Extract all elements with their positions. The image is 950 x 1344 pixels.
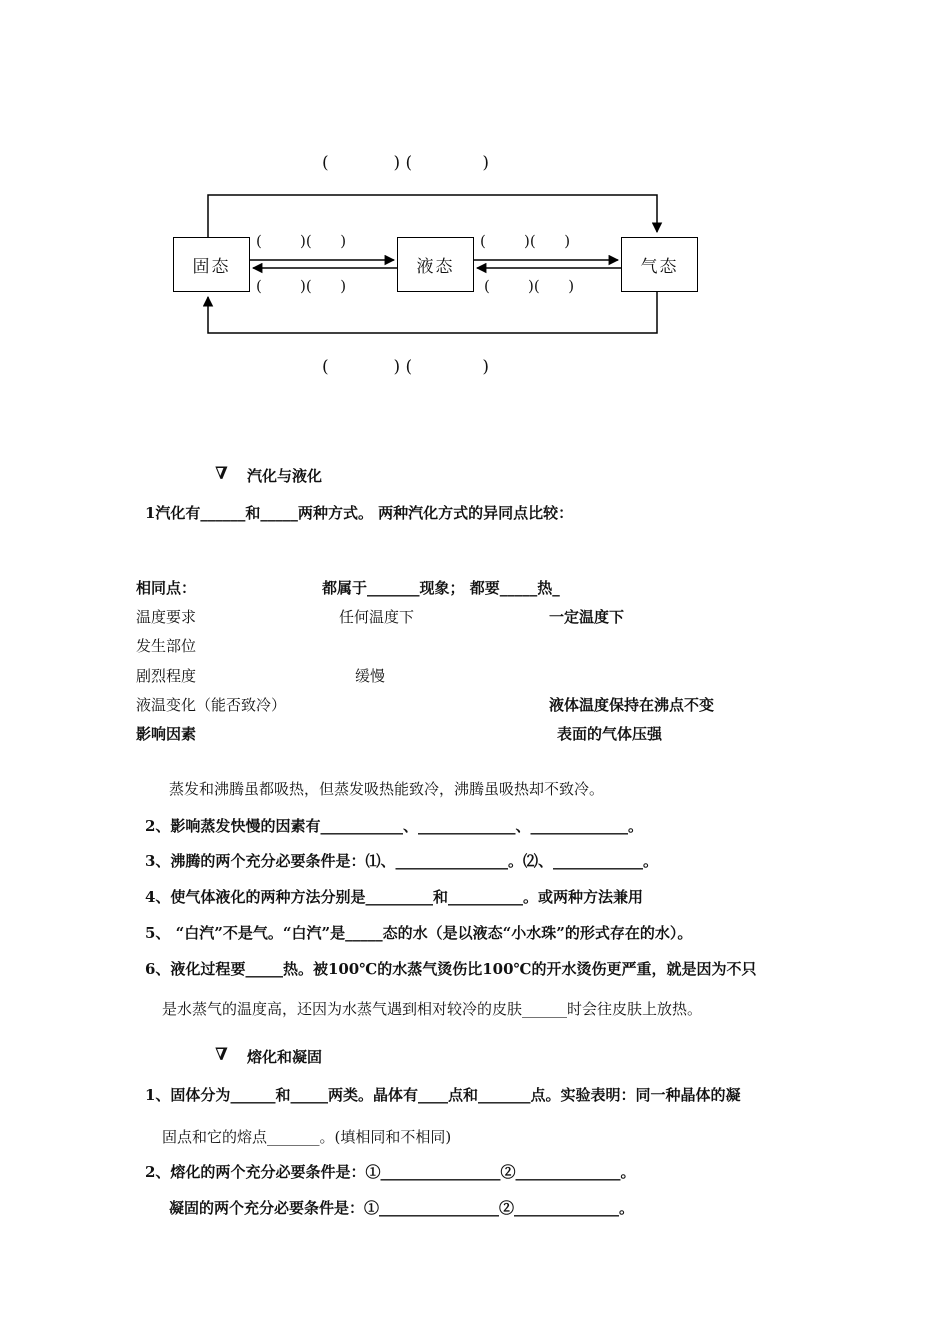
- same-label: 相同点：: [136, 579, 197, 597]
- liquid-state-box: 液态: [397, 237, 474, 292]
- same-value: 都属于_______现象； 都要_____热_: [322, 579, 560, 597]
- section1-q6-line1: 6、液化过程要_____热。被100℃的水蒸气烫伤比100℃的开水烫伤更严重，就是因为不只: [145, 960, 757, 978]
- lower-left-parens: ( )( ): [256, 277, 347, 295]
- section1-q2: 2、影响蒸发快慢的因素有___________、_____________、_____________。: [145, 817, 643, 835]
- section1-q6-line2: 是水蒸气的温度高，还因为水蒸气遇到相对较冷的皮肤______时会往皮肤上放热。: [162, 1000, 703, 1018]
- row-boil-temp: 一定温度下: [549, 608, 625, 626]
- row-boil-factors: 表面的气体压强: [557, 725, 663, 743]
- section2-q1-line2: 固点和它的熔点_______。(填相同和不相同): [162, 1128, 452, 1146]
- section2-q1-line1: 1、固体分为______和_____两类。晶体有____点和_______点。实验表明：同一种晶体的凝: [145, 1086, 741, 1104]
- upper-left-parens: ( )( ): [256, 232, 347, 250]
- deposition-arrow: [208, 292, 657, 333]
- section1-symbol: ∇: [215, 464, 228, 484]
- row-label-factors: 影响因素: [136, 725, 197, 743]
- section1-note: 蒸发和沸腾虽都吸热，但蒸发吸热能致冷，沸腾虽吸热却不致冷。: [169, 780, 605, 798]
- section1-q4: 4、使气体液化的两种方法分别是_________和__________。或两种方法兼用: [145, 888, 643, 906]
- bottom-parens: ( ) ( ): [322, 357, 490, 377]
- section2-title: 熔化和凝固: [247, 1048, 323, 1066]
- upper-right-parens: ( )( ): [480, 232, 571, 250]
- row-label-location: 发生部位: [136, 637, 197, 655]
- section2-q2-line1: 2、熔化的两个充分必要条件是：①________________②______________。: [145, 1163, 636, 1181]
- row-evap-intensity: 缓慢: [355, 667, 386, 685]
- row-label-temp: 温度要求: [136, 608, 197, 626]
- lower-right-parens: ( )( ): [484, 277, 575, 295]
- section1-q3: 3、沸腾的两个充分必要条件是：⑴、_______________。⑵、____________。: [145, 852, 658, 870]
- row-boil-cooling: 液体温度保持在沸点不变: [549, 696, 715, 714]
- section2-q2-line2: 凝固的两个充分必要条件是：①________________②______________。: [169, 1199, 635, 1217]
- gas-state-box: 气态: [621, 237, 698, 292]
- sublimation-arrow: [208, 195, 657, 237]
- section2-symbol: ∇: [215, 1045, 228, 1065]
- section1-q1: 1汽化有______和_____两种方式。 两种汽化方式的异同点比较：: [145, 504, 574, 522]
- top-parens: ( ) ( ): [322, 153, 490, 173]
- solid-state-box: 固态: [173, 237, 250, 292]
- section1-q5: 5、 “白汽”不是气。“白汽”是_____态的水（是以液态“小水珠”的形式存在的水）。: [145, 924, 693, 942]
- row-label-cooling: 液温变化（能否致冷）: [136, 696, 287, 714]
- row-evap-temp: 任何温度下: [339, 608, 415, 626]
- row-label-intensity: 剧烈程度: [136, 667, 197, 685]
- section1-title: 汽化与液化: [247, 467, 323, 485]
